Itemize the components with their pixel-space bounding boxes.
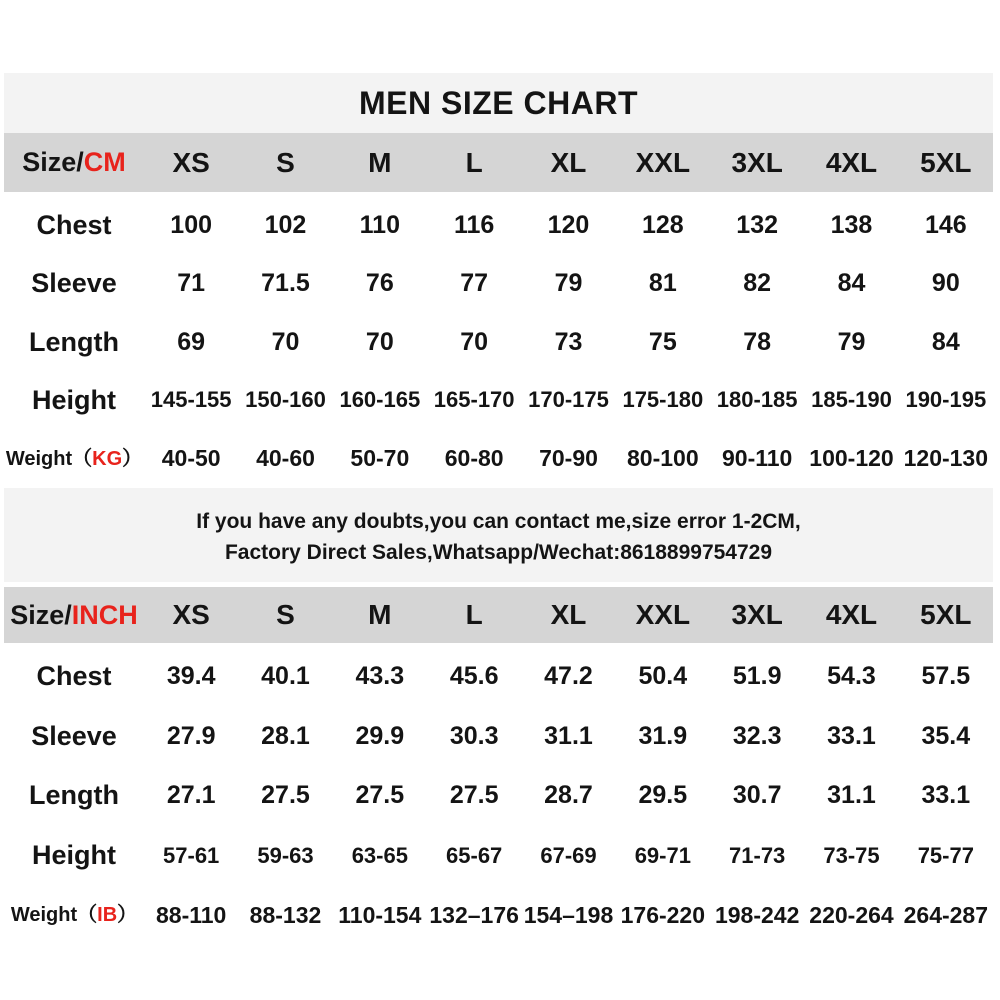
row-label-weight-kg <box>4 449 144 469</box>
cell-value: 77 <box>460 269 489 298</box>
cell-value: 54.3 <box>827 662 876 691</box>
cell-value: 75-77 <box>917 842 974 868</box>
cell-value: 31.9 <box>638 721 688 750</box>
inch-unit-label: INCH <box>71 599 138 630</box>
cell-value: 28.7 <box>544 781 593 810</box>
note-line-1: If you have any doubts,you can contact me,size error 1-2CM, <box>196 510 801 534</box>
row-label: Height <box>32 840 116 871</box>
cell-value: 32.3 <box>732 721 782 750</box>
table-row-weight-ib <box>4 885 993 945</box>
title-band <box>4 73 993 133</box>
cell-value: 100-120 <box>809 445 894 472</box>
table-row-chest-cm <box>4 196 993 254</box>
cell-value: 88-110 <box>155 901 227 928</box>
cell-value: 69 <box>177 327 206 356</box>
inch-size-col-xxl: XXL <box>635 599 691 630</box>
cell-value: 198-242 <box>714 901 800 928</box>
row-label: Length <box>29 780 119 811</box>
cell-value: 50-70 <box>350 445 410 472</box>
cell-value: 65-67 <box>446 842 503 868</box>
inch-size-col-s: S <box>276 599 295 630</box>
cell-value: 73-75 <box>823 842 880 868</box>
cell-value: 47.2 <box>544 662 593 691</box>
row-label: Sleeve <box>31 720 117 751</box>
table-row-chest-inch <box>4 647 993 707</box>
row-label-weight-ib <box>4 905 144 925</box>
cell-value: 76 <box>365 269 394 298</box>
cell-value: 120-130 <box>903 445 989 472</box>
cell-value: 79 <box>554 269 583 298</box>
cell-value: 57-61 <box>163 842 220 868</box>
cell-value: 71.5 <box>261 269 310 298</box>
cell-value: 102 <box>264 210 307 239</box>
cell-value: 57.5 <box>921 662 971 691</box>
paren-open: （ <box>72 447 93 470</box>
cell-value: 110-154 <box>338 901 422 928</box>
cell-value: 90-110 <box>721 445 793 472</box>
cell-value: 27.1 <box>166 781 216 810</box>
cell-value: 59-63 <box>257 842 314 868</box>
cell-value: 165-170 <box>433 387 515 413</box>
inch-size-col-5xl: 5XL <box>920 599 972 630</box>
cell-value: 175-180 <box>622 387 704 413</box>
weight-word: Weight <box>5 447 73 470</box>
cm-size-col-xs: XS <box>172 146 210 178</box>
cell-value: 33.1 <box>921 781 971 810</box>
cm-size-col-l: L <box>465 146 483 178</box>
cell-value: 70 <box>460 327 489 356</box>
inch-size-col-3xl: 3XL <box>731 599 783 630</box>
cell-value: 31.1 <box>827 781 876 810</box>
cell-value: 84 <box>931 327 960 356</box>
cell-value: 67-69 <box>540 842 597 868</box>
cm-size-col-s: S <box>276 146 295 178</box>
cell-value: 180-185 <box>716 387 798 413</box>
cell-value: 40.1 <box>261 662 310 691</box>
size-prefix-label: Size/ <box>10 599 72 630</box>
cell-value: 132–176 <box>429 901 519 928</box>
inch-size-col-4xl: 4XL <box>825 599 878 630</box>
cell-value: 146 <box>924 210 967 239</box>
cell-value: 264-287 <box>903 901 989 928</box>
cell-value: 50.4 <box>638 662 688 691</box>
cell-value: 27.9 <box>166 721 216 750</box>
table-row-length-inch <box>4 766 993 826</box>
cell-value: 28.1 <box>261 721 310 750</box>
cell-value: 110 <box>359 210 400 239</box>
cell-value: 69-71 <box>634 842 691 868</box>
cm-size-header <box>4 149 144 176</box>
table-row-length-cm <box>4 313 993 371</box>
cell-value: 100 <box>170 210 213 239</box>
ib-unit-label: IB <box>97 904 118 927</box>
cell-value: 39.4 <box>166 662 216 691</box>
cell-value: 78 <box>743 327 772 356</box>
cm-header-row <box>4 133 993 192</box>
inch-size-col-m: M <box>368 599 392 630</box>
inch-table-body <box>4 647 993 945</box>
table-row-height-inch <box>4 826 993 886</box>
kg-unit-label: KG <box>92 447 123 470</box>
cm-size-col-xl: XL <box>550 146 587 178</box>
cell-value: 160-165 <box>339 387 421 413</box>
cm-size-col-xxl: XXL <box>635 146 691 178</box>
cell-value: 70 <box>365 327 394 356</box>
paren-close: ） <box>122 447 143 470</box>
cell-value: 120 <box>547 210 590 239</box>
cell-value: 176-220 <box>620 901 706 928</box>
cell-value: 63-65 <box>351 842 408 868</box>
cell-value: 220-264 <box>809 901 894 928</box>
inch-size-col-xs: XS <box>172 599 210 630</box>
row-label: Sleeve <box>31 268 117 299</box>
contact-note <box>4 488 993 582</box>
cell-value: 80-100 <box>627 445 699 472</box>
cell-value: 75 <box>648 327 677 356</box>
cell-value: 40-50 <box>161 445 221 472</box>
inch-size-header <box>4 599 144 630</box>
cell-value: 29.5 <box>638 781 688 810</box>
cm-size-col-4xl: 4XL <box>825 146 878 178</box>
table-row-sleeve-cm <box>4 254 993 312</box>
cell-value: 31.1 <box>544 721 593 750</box>
cell-value: 170-175 <box>528 387 609 413</box>
inch-size-col-xl: XL <box>550 599 587 630</box>
row-label: Length <box>29 326 119 357</box>
cell-value: 145-155 <box>150 387 232 413</box>
cell-value: 132 <box>736 210 779 239</box>
paren-close: ） <box>117 904 138 927</box>
table-row-weight-kg <box>4 430 993 488</box>
cell-value: 27.5 <box>261 781 310 810</box>
cell-value: 43.3 <box>355 662 405 691</box>
cell-value: 33.1 <box>827 721 876 750</box>
cell-value: 79 <box>837 327 866 356</box>
inch-header-row <box>4 587 993 643</box>
cell-value: 30.7 <box>732 781 782 810</box>
cm-table-body <box>4 196 993 488</box>
cell-value: 35.4 <box>921 721 971 750</box>
weight-word: Weight <box>10 904 78 927</box>
row-label: Chest <box>36 209 112 240</box>
cell-value: 71-73 <box>729 842 786 868</box>
size-prefix-label: Size/ <box>22 147 84 177</box>
cell-value: 71 <box>177 269 206 298</box>
cell-value: 27.5 <box>355 781 405 810</box>
table-row-height-cm <box>4 371 993 429</box>
cell-value: 45.6 <box>449 662 499 691</box>
cell-value: 51.9 <box>732 662 782 691</box>
paren-open: （ <box>77 904 98 927</box>
cm-size-col-5xl: 5XL <box>920 146 972 178</box>
cell-value: 27.5 <box>449 781 499 810</box>
cell-value: 116 <box>453 210 495 239</box>
page-title: MEN SIZE CHART <box>359 84 638 121</box>
cell-value: 40-60 <box>256 445 315 472</box>
cm-size-col-3xl: 3XL <box>731 146 783 178</box>
cell-value: 138 <box>830 210 873 239</box>
cell-value: 190-195 <box>905 387 987 413</box>
cell-value: 81 <box>648 269 677 298</box>
row-label: Height <box>32 384 116 415</box>
table-row-sleeve-inch <box>4 707 993 767</box>
cell-value: 70 <box>271 327 300 356</box>
inch-size-col-l: L <box>465 599 483 630</box>
cm-size-col-m: M <box>368 146 392 178</box>
cm-unit-label: CM <box>83 147 126 177</box>
cell-value: 185-190 <box>811 387 892 413</box>
cell-value: 70-90 <box>539 445 598 472</box>
cell-value: 60-80 <box>444 445 504 472</box>
cell-value: 73 <box>554 327 583 356</box>
cell-value: 128 <box>641 210 684 239</box>
note-line-2: Factory Direct Sales,Whatsapp/Wechat:8618899754729 <box>224 540 773 564</box>
cell-value: 90 <box>931 269 960 298</box>
cell-value: 29.9 <box>355 721 405 750</box>
row-label: Chest <box>36 661 112 692</box>
cell-value: 84 <box>837 269 866 298</box>
cell-value: 150-160 <box>245 387 326 413</box>
cell-value: 30.3 <box>449 721 499 750</box>
cell-value: 154–198 <box>523 901 614 928</box>
cell-value: 88-132 <box>249 901 322 928</box>
cell-value: 82 <box>743 269 772 298</box>
